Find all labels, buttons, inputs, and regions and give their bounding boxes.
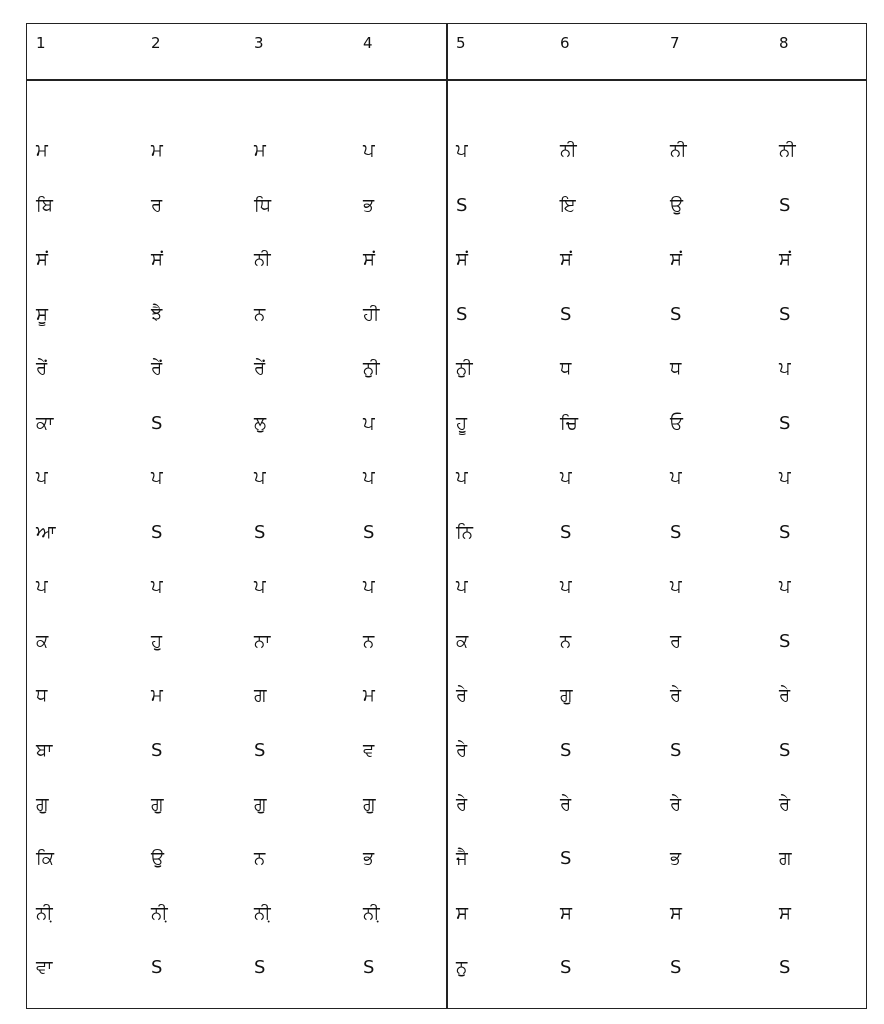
column-header-1: 1 [36, 34, 46, 52]
note-cell: ਰੇਂ [36, 358, 48, 379]
note-cell: ਰੇ [670, 794, 682, 815]
note-cell: ਧਿ [254, 195, 272, 216]
note-cell: ਚਿ [560, 413, 578, 434]
note-cell: ਨ [560, 631, 572, 652]
note-cell: S [363, 522, 375, 543]
note-cell: S [151, 740, 163, 761]
note-cell: ਨੀ [779, 140, 796, 161]
note-cell: ਪ [363, 467, 375, 488]
note-cell: S [456, 304, 468, 325]
note-cell: ਨੁੀ [363, 358, 380, 379]
note-cell: ਪ [151, 576, 163, 597]
note-cell: ਵ [363, 740, 375, 761]
note-cell: ਓ [670, 413, 683, 434]
note-cell: S [254, 522, 266, 543]
note-cell: ਰੇ [456, 794, 468, 815]
note-cell: ਰੇ [560, 794, 572, 815]
note-cell: S [779, 304, 791, 325]
note-cell: ਪ [779, 467, 791, 488]
note-cell: ਨੁ [456, 957, 468, 978]
note-cell: ਬਿ [36, 195, 54, 216]
note-cell: S [560, 957, 572, 978]
note-cell: S [779, 631, 791, 652]
note-cell: ਸਂ [670, 249, 682, 270]
note-cell: S [151, 957, 163, 978]
note-cell: ਪ [363, 413, 375, 434]
note-cell: ਕਾ [36, 413, 54, 434]
note-cell: ਇ [560, 195, 576, 216]
note-cell: ਪ [363, 576, 375, 597]
note-cell: ਸ [560, 903, 572, 924]
note-cell: ਉ [670, 195, 684, 216]
note-cell: ਪ [254, 576, 266, 597]
note-cell: ਪ [670, 467, 682, 488]
column-header-7: 7 [670, 34, 680, 52]
note-cell: ਹੀ [363, 304, 380, 325]
note-cell: ਸਂ [779, 249, 791, 270]
note-cell: ਮ [151, 685, 163, 706]
note-cell: ਨੀ [254, 249, 271, 270]
note-cell: ਸ [456, 903, 468, 924]
note-cell: S [560, 740, 572, 761]
note-cell: ਧ [560, 358, 572, 379]
column-header-2: 2 [151, 34, 161, 52]
note-cell: ਰ [670, 631, 682, 652]
note-cell: ਪ [560, 467, 572, 488]
note-cell: S [560, 522, 572, 543]
note-cell: S [151, 522, 163, 543]
note-cell: ਗੁ [560, 685, 573, 706]
column-header-4: 4 [363, 34, 373, 52]
note-cell: ਸਂ [36, 249, 48, 270]
note-cell: S [363, 957, 375, 978]
note-cell: ਰੇ [779, 685, 791, 706]
note-cell: ਨੀ਼ [254, 903, 271, 924]
note-cell: ਗੁ [151, 794, 164, 815]
note-cell: ਭ [670, 848, 682, 869]
note-cell: ਪ [779, 358, 791, 379]
note-cell: ਬਾ [36, 740, 53, 761]
note-cell: S [456, 195, 468, 216]
column-header-3: 3 [254, 34, 264, 52]
note-cell: ਗੁ [363, 794, 376, 815]
note-cell: ਪ [36, 467, 48, 488]
note-cell: S [779, 740, 791, 761]
note-cell: ਹੂ [456, 413, 468, 434]
note-cell: ਰੇ [779, 794, 791, 815]
note-cell: ਪ [363, 140, 375, 161]
note-cell: S [151, 413, 163, 434]
note-cell: ਮ [151, 140, 163, 161]
note-cell: ਜੈ [456, 848, 468, 869]
column-header-8: 8 [779, 34, 789, 52]
note-cell: S [670, 522, 682, 543]
note-cell: ਸਂ [456, 249, 468, 270]
note-cell: S [779, 522, 791, 543]
note-cell: ਧ [670, 358, 682, 379]
note-cell: ਨੀ਼ [363, 903, 380, 924]
note-cell: ਪ [670, 576, 682, 597]
note-cell: ਨੁੀ [456, 358, 473, 379]
note-cell: ਨ [254, 848, 266, 869]
column-header-5: 5 [456, 34, 466, 52]
note-cell: ਝੈ [151, 304, 163, 325]
note-cell: ਗ [254, 685, 267, 706]
note-cell: ਮ [36, 140, 48, 161]
note-cell: ਰ [151, 195, 163, 216]
note-cell: S [670, 740, 682, 761]
note-cell: S [560, 304, 572, 325]
note-cell: ਪ [456, 467, 468, 488]
note-cell: S [779, 957, 791, 978]
note-cell: S [670, 957, 682, 978]
note-cell: ਨ [363, 631, 375, 652]
note-cell: ਗੁ [36, 794, 49, 815]
column-header-6: 6 [560, 34, 570, 52]
note-cell: ਰੇਂ [254, 358, 266, 379]
note-cell: ਰੇ [456, 685, 468, 706]
note-cell: ਪ [151, 467, 163, 488]
note-cell: ਰੇਂ [151, 358, 163, 379]
note-cell: ਕ [36, 631, 49, 652]
note-cell: ਭ [363, 848, 375, 869]
note-cell: ਕ [456, 631, 469, 652]
note-cell: S [560, 848, 572, 869]
note-cell: ਨੀ [560, 140, 577, 161]
note-cell: ਵਾ [36, 957, 53, 978]
note-cell: ਨਿ [456, 522, 474, 543]
note-cell: ਨੀ਼ [151, 903, 168, 924]
note-cell: ਪ [560, 576, 572, 597]
note-cell: ਪ [456, 140, 468, 161]
note-cell: ਸਂ [151, 249, 163, 270]
note-cell: ਸੂ [36, 304, 48, 325]
note-cell: ਕਿ [36, 848, 55, 869]
note-cell: ਨੀ਼ [36, 903, 53, 924]
note-cell: ਨਾ [254, 631, 271, 652]
note-cell: ਗੁ [254, 794, 267, 815]
note-cell: ਰੇ [456, 740, 468, 761]
header-divider [26, 79, 867, 81]
column-divider [446, 23, 448, 1009]
note-cell: ਸ [670, 903, 682, 924]
note-cell: ਆ [36, 522, 56, 543]
note-cell: ਲੁ [254, 413, 267, 434]
note-cell: ਸਂ [363, 249, 375, 270]
note-cell: ਧ [36, 685, 48, 706]
note-cell: ਪ [779, 576, 791, 597]
note-cell: S [779, 413, 791, 434]
note-cell: ਮ [254, 140, 266, 161]
note-cell: ਨੀ [670, 140, 687, 161]
note-cell: ਮ [363, 685, 375, 706]
note-cell: S [254, 957, 266, 978]
note-cell: ਉ [151, 848, 165, 869]
note-cell: S [254, 740, 266, 761]
note-cell: ਪ [36, 576, 48, 597]
note-cell: ਰੇ [670, 685, 682, 706]
note-cell: ਸਂ [560, 249, 572, 270]
note-cell: ਭ [363, 195, 375, 216]
note-cell: S [670, 304, 682, 325]
note-cell: ਹੁ [151, 631, 163, 652]
note-cell: ਗ [779, 848, 792, 869]
note-cell: ਪ [456, 576, 468, 597]
note-cell: ਸ [779, 903, 791, 924]
note-cell: S [779, 195, 791, 216]
note-cell: ਪ [254, 467, 266, 488]
note-cell: ਨ [254, 304, 266, 325]
